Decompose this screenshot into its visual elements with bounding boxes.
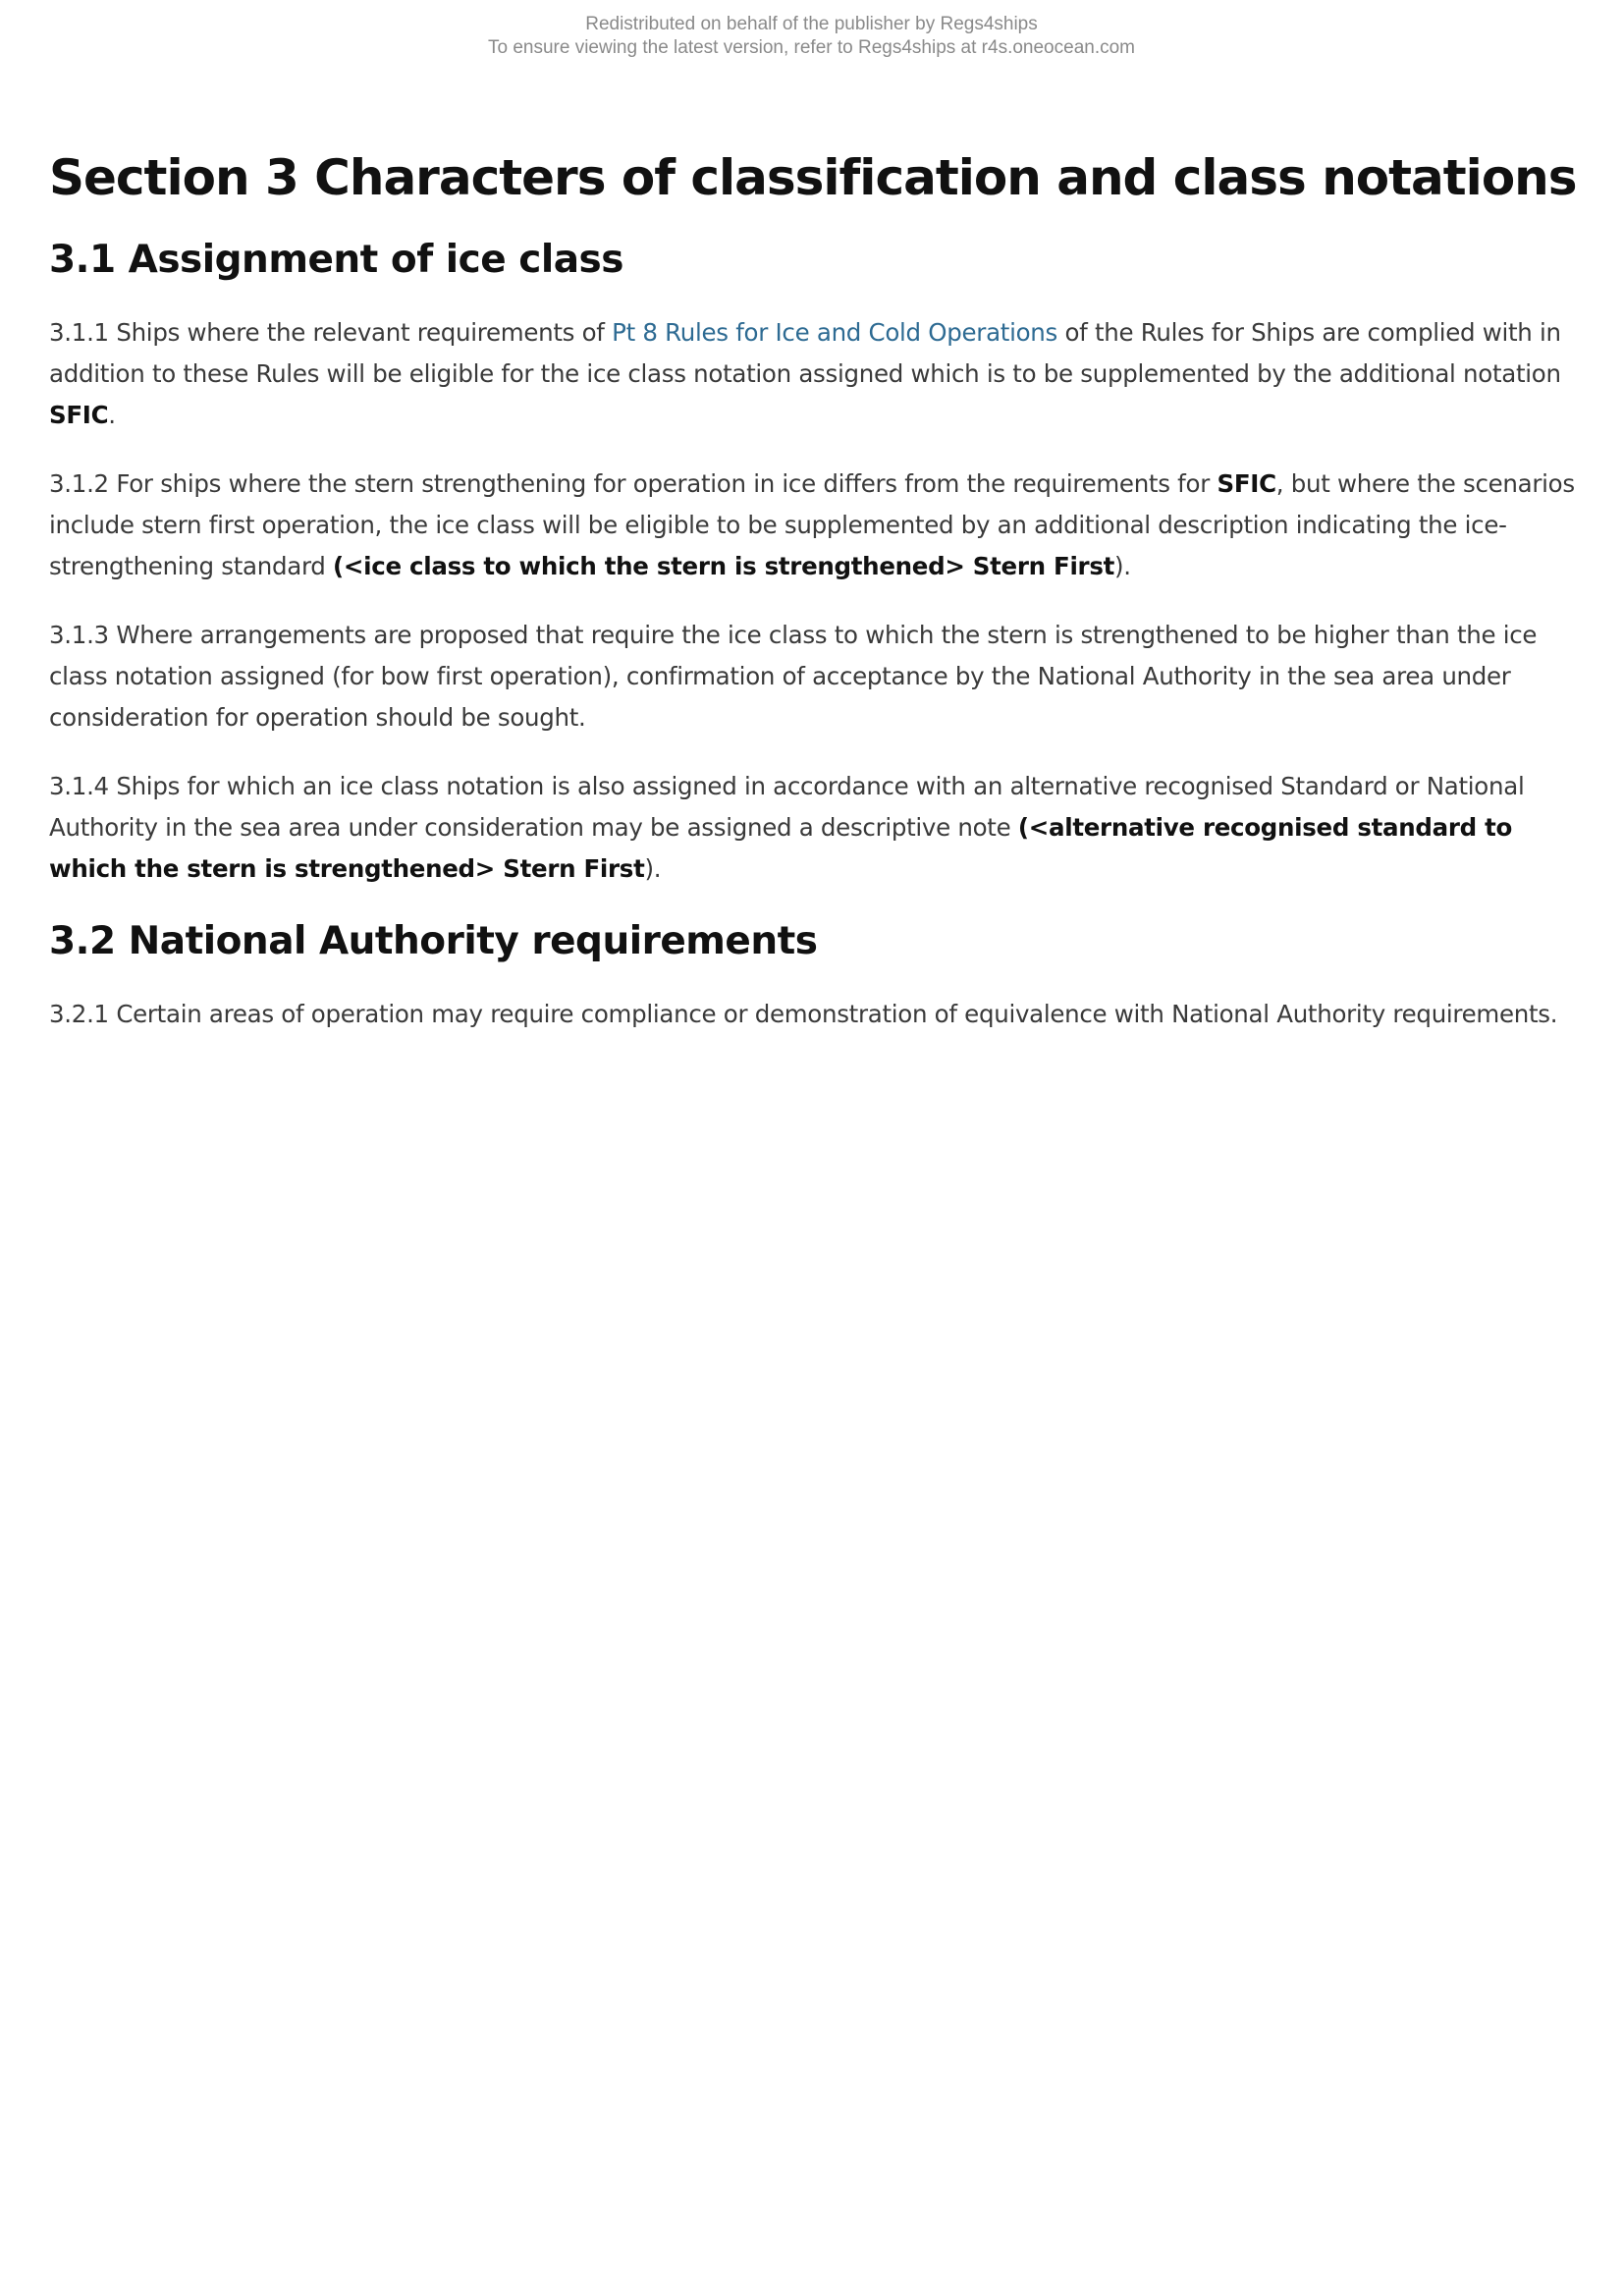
paragraph-3-1-1-end: .	[108, 401, 116, 429]
sfic-notation: SFIC	[49, 401, 109, 429]
subsection-heading-3-2: 3.2 National Authority requirements	[49, 919, 818, 963]
section-title: Section 3 Characters of classification and class notations	[49, 149, 1577, 206]
paragraph-3-1-4-end: ).	[644, 854, 662, 883]
paragraph-3-1-1-text-cont: of the Rules for Ships are complied with in addition to these Rules will be eligible for the ice class notation assigned which is to be supplemented by the additional notation	[49, 318, 1561, 388]
sfic-notation: SFIC	[1217, 469, 1276, 498]
paragraph-3-2-1: 3.2.1 Certain areas of operation may require compliance or demonstration of equivalence with National Authority requirements.	[49, 1000, 1558, 1028]
paragraph-3-1-2	[49, 464, 1581, 587]
stern-first-descriptive-note: (<alternative recognised standard to which the stern is strengthened> Stern First	[49, 813, 1513, 883]
subsection-heading-3-1: 3.1 Assignment of ice class	[49, 238, 623, 282]
paragraph-3-1-2-text-cont: , but where the scenarios include stern first operation, the ice class will be eligible to be supplemented by an additional description indicating the ice-strengthening standard	[49, 469, 1575, 580]
banner-line-publisher: Redistributed on behalf of the publisher by Regs4ships	[585, 14, 1038, 34]
stern-first-description: (<ice class to which the stern is strengthened> Stern First	[333, 552, 1115, 580]
paragraph-3-1-2-end: ).	[1114, 552, 1131, 580]
redistribution-banner	[0, 13, 1623, 60]
document-body	[49, 147, 1581, 1063]
paragraph-3-1-4	[49, 766, 1581, 890]
paragraph-3-1-2-text: 3.1.2 For ships where the stern strengthening for operation in ice differs from the requirements for	[49, 469, 1217, 498]
paragraph-3-1-3: 3.1.3 Where arrangements are proposed that require the ice class to which the stern is strengthened to be higher than the ice class notation assigned (for bow first operation), confirmation of acceptance by the National Authority in the sea area under consideration for operation should be sought.	[49, 621, 1538, 732]
paragraph-3-1-4-text: 3.1.4 Ships for which an ice class notation is also assigned in accordance with an alternative recognised Standard or National Authority in the sea area under consideration may be assigned a descriptive note	[49, 772, 1525, 842]
paragraph-3-1-1	[49, 312, 1581, 436]
banner-line-latest-version: To ensure viewing the latest version, refer to Regs4ships at r4s.oneocean.com	[487, 37, 1136, 58]
paragraph-3-1-1-text: 3.1.1 Ships where the relevant requirements of	[49, 318, 613, 347]
pt8-rules-link[interactable]: Pt 8 Rules for Ice and Cold Operations	[612, 318, 1057, 347]
